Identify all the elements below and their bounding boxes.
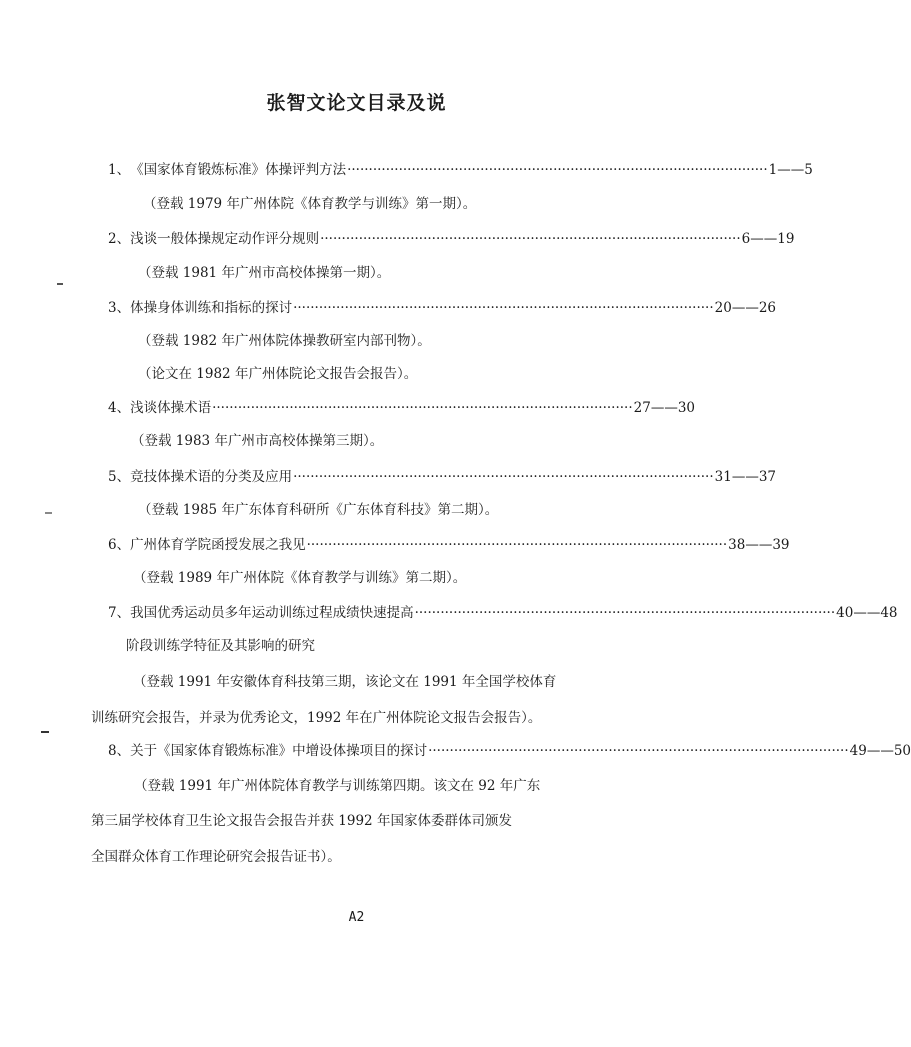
dot-leader: ··································································································: [293, 469, 714, 485]
toc-entry-8: [108, 741, 911, 761]
entry-note: （登载 1982 年广州体院体操教研室内部刊物）。: [138, 333, 431, 349]
scan-speck: [41, 731, 49, 733]
entry-note: （登载 1981 年广州市高校体操第一期）。: [138, 265, 391, 281]
toc-entry-5: [108, 467, 776, 487]
entry-pages: 31——37: [714, 469, 776, 485]
dot-leader: ··································································································: [414, 605, 836, 621]
toc-entry-1: [108, 160, 813, 180]
entry-title: 浅谈体操术语: [130, 400, 212, 416]
entry-note: （登载 1991 年安徽体育科技第三期，该论文在 1991 年全国学校体育: [133, 674, 557, 690]
scan-speck: [45, 512, 52, 514]
page-number: A2: [348, 910, 365, 925]
entry-title: 浅谈一般体操规定动作评分规则: [130, 231, 320, 247]
toc-entry-6: [108, 535, 790, 555]
entry-number: 3、: [108, 300, 131, 316]
dot-leader: ··································································································: [212, 400, 633, 416]
toc-entry-2: [108, 229, 795, 249]
entry-note: 训练研究会报告，并录为优秀论文，1992 年在广州体院论文报告会报告）。: [91, 710, 542, 726]
entry-number: 6、: [108, 537, 131, 553]
toc-entry-7: [108, 603, 898, 623]
entry-note: （登载 1979 年广州体院《体育教学与训练》第一期）。: [143, 196, 477, 212]
dot-leader: ··································································································: [347, 162, 768, 178]
entry-number: 1、: [108, 162, 131, 178]
entry-pages: 1——5: [768, 162, 813, 178]
entry-title: 《国家体育锻炼标准》体操评判方法: [130, 162, 347, 178]
dot-leader: ··································································································: [293, 300, 714, 316]
dot-leader: ··································································································: [320, 231, 741, 247]
toc-entry-4: [108, 398, 695, 418]
entry-number: 8、: [108, 743, 131, 759]
entry-pages: 20——26: [714, 300, 776, 316]
entry-number: 2、: [108, 231, 131, 247]
entry-note: 第三届学校体育卫生论文报告会报告并获 1992 年国家体委群体司颁发: [91, 813, 512, 829]
entry-note: （登载 1983 年广州市高校体操第三期）。: [131, 433, 384, 449]
entry-note: （登载 1991 年广州体院体育教学与训练第四期。该文在 92 年广东: [134, 778, 541, 794]
dot-leader: ··································································································: [306, 537, 728, 553]
entry-title: 体操身体训练和指标的探讨: [130, 300, 293, 316]
entry-title: 竞技体操术语的分类及应用: [130, 469, 293, 485]
document-title: 张智文论文目录及说: [266, 92, 447, 114]
entry-note: （登载 1985 年广东体育科研所《广东体育科技》第二期）。: [138, 502, 499, 518]
entry-pages: 38——39: [728, 537, 790, 553]
entry-number: 7、: [108, 605, 131, 621]
entry-note: （登载 1989 年广州体院《体育教学与训练》第二期）。: [133, 570, 467, 586]
entry-title: 我国优秀运动员多年运动训练过程成绩快速提高: [130, 605, 414, 621]
scan-speck: [57, 283, 63, 285]
toc-entry-3: [108, 298, 776, 318]
entry-continuation: 阶段训练学特征及其影响的研究: [126, 638, 315, 654]
entry-number: 4、: [108, 400, 131, 416]
entry-title: 关于《国家体育锻炼标准》中增设体操项目的探讨: [130, 743, 428, 759]
entry-pages: 49——50: [849, 743, 911, 759]
dot-leader: ··································································································: [428, 743, 849, 759]
entry-number: 5、: [108, 469, 131, 485]
entry-pages: 40——48: [836, 605, 898, 621]
entry-note: 全国群众体育工作理论研究会报告证书）。: [91, 849, 341, 865]
entry-pages: 6——19: [741, 231, 795, 247]
entry-note: （论文在 1982 年广州体院论文报告会报告）。: [138, 366, 418, 382]
entry-pages: 27——30: [633, 400, 695, 416]
entry-title: 广州体育学院函授发展之我见: [130, 537, 306, 553]
